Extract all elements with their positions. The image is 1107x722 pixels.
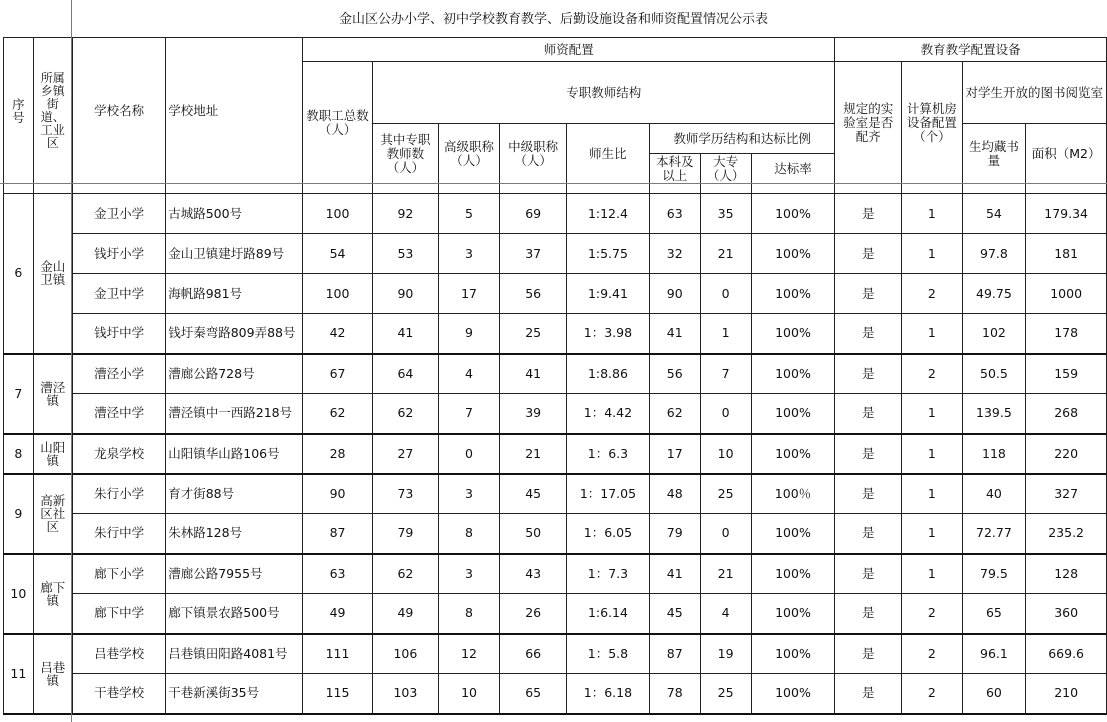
total-cell: 28	[303, 434, 373, 474]
ratio-cell: 1：6.18	[567, 674, 650, 714]
town-cell: 高新区社区	[33, 474, 72, 554]
town-cell: 山阳镇	[33, 434, 72, 474]
middle-cell: 50	[500, 514, 567, 554]
school-cell: 龙泉学校	[72, 434, 165, 474]
senior-cell: 8	[438, 594, 500, 634]
address-cell: 金山卫镇建圩路89号	[166, 234, 303, 274]
rate-cell: 100%	[751, 234, 835, 274]
middle-cell: 69	[500, 194, 567, 234]
college-cell: 10	[700, 434, 751, 474]
area-cell: 327	[1026, 474, 1107, 514]
rate-cell: 100%	[751, 634, 835, 674]
college-cell: 21	[700, 554, 751, 594]
rate-cell: 100%	[751, 554, 835, 594]
table-row	[4, 674, 1107, 714]
header-senior: 高级职称（人）	[438, 124, 500, 184]
bachelor-cell: 62	[649, 394, 700, 434]
table-row	[4, 234, 1107, 274]
school-cell: 漕泾中学	[72, 394, 165, 434]
computer-cell: 1	[902, 474, 962, 514]
ratio-cell: 1：6.05	[567, 514, 650, 554]
middle-cell: 21	[500, 434, 567, 474]
seq-cell: 9	[4, 474, 34, 554]
bachelor-cell: 79	[649, 514, 700, 554]
total-cell: 63	[303, 554, 373, 594]
header-rate: 达标率	[751, 154, 835, 184]
ft-cell: 62	[373, 394, 439, 434]
header-town: 所属乡镇街道、工业区	[33, 38, 72, 184]
middle-cell: 25	[500, 314, 567, 354]
address-cell: 朱林路128号	[166, 514, 303, 554]
ratio-cell: 1：6.3	[567, 434, 650, 474]
address-cell: 山阳镇华山路106号	[166, 434, 303, 474]
header-seq: 序号	[4, 38, 34, 184]
senior-cell: 8	[438, 514, 500, 554]
address-cell: 海帆路981号	[166, 274, 303, 314]
town-cell: 漕泾镇	[33, 354, 72, 434]
header-college: 大专（人）	[700, 154, 751, 184]
ft-cell: 106	[373, 634, 439, 674]
town-cell: 吕巷镇	[33, 634, 72, 714]
address-cell: 干巷新溪街35号	[166, 674, 303, 714]
books-cell: 79.5	[962, 554, 1026, 594]
address-cell: 钱圩秦弯路809弄88号	[166, 314, 303, 354]
school-cell: 金卫小学	[72, 194, 165, 234]
college-cell: 7	[700, 354, 751, 394]
gridline-vertical	[71, 0, 72, 722]
header-ratio: 师生比	[567, 124, 650, 184]
books-cell: 72.77	[962, 514, 1026, 554]
books-cell: 60	[962, 674, 1026, 714]
books-cell: 96.1	[962, 634, 1026, 674]
header-edu-group: 教师学历结构和达标比例	[649, 124, 835, 154]
middle-cell: 66	[500, 634, 567, 674]
middle-cell: 43	[500, 554, 567, 594]
ratio-cell: 1：4.42	[567, 394, 650, 434]
table-row	[4, 434, 1107, 474]
header-total-staff: 教职工总数（人）	[303, 62, 373, 184]
ft-cell: 41	[373, 314, 439, 354]
table-row	[4, 514, 1107, 554]
gridline-horizontal	[0, 183, 1107, 184]
lab-cell: 是	[835, 354, 902, 394]
total-cell: 54	[303, 234, 373, 274]
middle-cell: 41	[500, 354, 567, 394]
header-full-time: 其中专职教师数（人）	[373, 124, 439, 184]
school-cell: 钱圩中学	[72, 314, 165, 354]
college-cell: 0	[700, 274, 751, 314]
school-cell: 漕泾小学	[72, 354, 165, 394]
college-cell: 4	[700, 594, 751, 634]
lab-cell: 是	[835, 234, 902, 274]
college-cell: 0	[700, 394, 751, 434]
ft-cell: 103	[373, 674, 439, 714]
school-cell: 廊下小学	[72, 554, 165, 594]
ratio-cell: 1：5.8	[567, 634, 650, 674]
total-cell: 49	[303, 594, 373, 634]
ratio-cell: 1:12.4	[567, 194, 650, 234]
ft-cell: 62	[373, 554, 439, 594]
computer-cell: 1	[902, 234, 962, 274]
rate-cell: 100%	[751, 514, 835, 554]
header-lab: 规定的实验室是否配齐	[835, 62, 902, 184]
ratio-cell: 1:8.86	[567, 354, 650, 394]
ft-cell: 49	[373, 594, 439, 634]
computer-cell: 1	[902, 194, 962, 234]
ft-cell: 79	[373, 514, 439, 554]
table-row	[4, 354, 1107, 394]
senior-cell: 5	[438, 194, 500, 234]
area-cell: 178	[1026, 314, 1107, 354]
ratio-cell: 1:6.14	[567, 594, 650, 634]
senior-cell: 0	[438, 434, 500, 474]
school-cell: 干巷学校	[72, 674, 165, 714]
table-row	[4, 554, 1107, 594]
books-cell: 40	[962, 474, 1026, 514]
bachelor-cell: 48	[649, 474, 700, 514]
middle-cell: 37	[500, 234, 567, 274]
bachelor-cell: 87	[649, 634, 700, 674]
middle-cell: 39	[500, 394, 567, 434]
senior-cell: 7	[438, 394, 500, 434]
middle-cell: 45	[500, 474, 567, 514]
lab-cell: 是	[835, 194, 902, 234]
senior-cell: 3	[438, 554, 500, 594]
ft-cell: 53	[373, 234, 439, 274]
college-cell: 0	[700, 514, 751, 554]
area-cell: 128	[1026, 554, 1107, 594]
senior-cell: 3	[438, 474, 500, 514]
lab-cell: 是	[835, 554, 902, 594]
computer-cell: 2	[902, 634, 962, 674]
books-cell: 54	[962, 194, 1026, 234]
area-cell: 268	[1026, 394, 1107, 434]
ft-cell: 73	[373, 474, 439, 514]
address-cell: 育才街88号	[166, 474, 303, 514]
bachelor-cell: 41	[649, 554, 700, 594]
table-row	[4, 394, 1107, 434]
table-row	[4, 314, 1107, 354]
books-cell: 139.5	[962, 394, 1026, 434]
total-cell: 90	[303, 474, 373, 514]
area-cell: 220	[1026, 434, 1107, 474]
seq-cell: 6	[4, 194, 34, 354]
rate-cell: 100%	[751, 434, 835, 474]
address-cell: 漕泾镇中一西路218号	[166, 394, 303, 434]
header-equipment-group: 教育教学配置设备	[835, 38, 1107, 62]
header-area: 面积（M2）	[1026, 124, 1107, 184]
school-cell: 钱圩小学	[72, 234, 165, 274]
area-cell: 181	[1026, 234, 1107, 274]
header-library-group: 对学生开放的图书阅览室	[962, 62, 1106, 124]
lab-cell: 是	[835, 474, 902, 514]
college-cell: 19	[700, 634, 751, 674]
table-row	[4, 634, 1107, 674]
senior-cell: 17	[438, 274, 500, 314]
computer-cell: 1	[902, 514, 962, 554]
town-cell: 金山卫镇	[33, 194, 72, 354]
header-books: 生均藏书量	[962, 124, 1026, 184]
lab-cell: 是	[835, 514, 902, 554]
table-row	[4, 594, 1107, 634]
lab-cell: 是	[835, 634, 902, 674]
school-cell: 金卫中学	[72, 274, 165, 314]
header-computer: 计算机房设备配置（个）	[902, 62, 962, 184]
area-cell: 179.34	[1026, 194, 1107, 234]
address-cell: 漕廊公路728号	[166, 354, 303, 394]
total-cell: 87	[303, 514, 373, 554]
header-teacher-structure: 专职教师结构	[373, 62, 835, 124]
seq-cell: 7	[4, 354, 34, 434]
rate-cell: 100%	[751, 274, 835, 314]
senior-cell: 9	[438, 314, 500, 354]
area-cell: 360	[1026, 594, 1107, 634]
computer-cell: 1	[902, 394, 962, 434]
middle-cell: 65	[500, 674, 567, 714]
books-cell: 118	[962, 434, 1026, 474]
books-cell: 49.75	[962, 274, 1026, 314]
computer-cell: 1	[902, 434, 962, 474]
rate-cell: 100%	[751, 354, 835, 394]
total-cell: 42	[303, 314, 373, 354]
ft-cell: 64	[373, 354, 439, 394]
rate-cell: 100%	[751, 314, 835, 354]
spacer-row	[4, 184, 1107, 194]
rate-cell: 100%	[751, 594, 835, 634]
bachelor-cell: 45	[649, 594, 700, 634]
lab-cell: 是	[835, 594, 902, 634]
address-cell: 廊下镇景农路500号	[166, 594, 303, 634]
senior-cell: 3	[438, 234, 500, 274]
college-cell: 35	[700, 194, 751, 234]
seq-cell: 11	[4, 634, 34, 714]
college-cell: 1	[700, 314, 751, 354]
lab-cell: 是	[835, 394, 902, 434]
books-cell: 102	[962, 314, 1026, 354]
bachelor-cell: 41	[649, 314, 700, 354]
senior-cell: 10	[438, 674, 500, 714]
table-row	[4, 194, 1107, 234]
header-bachelor: 本科及以上	[649, 154, 700, 184]
bachelor-cell: 17	[649, 434, 700, 474]
area-cell: 235.2	[1026, 514, 1107, 554]
bachelor-cell: 63	[649, 194, 700, 234]
school-cell: 朱行小学	[72, 474, 165, 514]
books-cell: 97.8	[962, 234, 1026, 274]
table-title: 金山区公办小学、初中学校教育教学、后勤设施设备和师资配置情况公示表	[338, 12, 768, 27]
senior-cell: 12	[438, 634, 500, 674]
books-cell: 65	[962, 594, 1026, 634]
total-cell: 67	[303, 354, 373, 394]
rate-cell: 100%	[751, 194, 835, 234]
school-table	[3, 37, 1107, 715]
computer-cell: 1	[902, 314, 962, 354]
lab-cell: 是	[835, 274, 902, 314]
seq-cell: 10	[4, 554, 34, 634]
college-cell: 21	[700, 234, 751, 274]
middle-cell: 56	[500, 274, 567, 314]
school-cell: 吕巷学校	[72, 634, 165, 674]
total-cell: 100	[303, 274, 373, 314]
lab-cell: 是	[835, 434, 902, 474]
computer-cell: 2	[902, 674, 962, 714]
address-cell: 古城路500号	[166, 194, 303, 234]
ratio-cell: 1：7.3	[567, 554, 650, 594]
bachelor-cell: 32	[649, 234, 700, 274]
ft-cell: 90	[373, 274, 439, 314]
rate-cell: 100％	[751, 474, 835, 514]
area-cell: 159	[1026, 354, 1107, 394]
rate-cell: 100%	[751, 674, 835, 714]
header-address: 学校地址	[166, 38, 303, 184]
middle-cell: 26	[500, 594, 567, 634]
school-cell: 朱行中学	[72, 514, 165, 554]
table-row	[4, 274, 1107, 314]
ft-cell: 27	[373, 434, 439, 474]
school-cell: 廊下中学	[72, 594, 165, 634]
bachelor-cell: 78	[649, 674, 700, 714]
senior-cell: 4	[438, 354, 500, 394]
ratio-cell: 1:9.41	[567, 274, 650, 314]
area-cell: 210	[1026, 674, 1107, 714]
ratio-cell: 1：17.05	[567, 474, 650, 514]
computer-cell: 2	[902, 274, 962, 314]
area-cell: 669.6	[1026, 634, 1107, 674]
table-row	[4, 474, 1107, 514]
header-school: 学校名称	[72, 38, 165, 184]
college-cell: 25	[700, 674, 751, 714]
total-cell: 62	[303, 394, 373, 434]
header-staffing-group: 师资配置	[303, 38, 835, 62]
computer-cell: 1	[902, 554, 962, 594]
total-cell: 115	[303, 674, 373, 714]
ratio-cell: 1：3.98	[567, 314, 650, 354]
lab-cell: 是	[835, 314, 902, 354]
total-cell: 111	[303, 634, 373, 674]
books-cell: 50.5	[962, 354, 1026, 394]
bachelor-cell: 56	[649, 354, 700, 394]
address-cell: 吕巷镇田阳路4081号	[166, 634, 303, 674]
town-cell: 廊下镇	[33, 554, 72, 634]
ft-cell: 92	[373, 194, 439, 234]
seq-cell: 8	[4, 434, 34, 474]
bachelor-cell: 90	[649, 274, 700, 314]
computer-cell: 2	[902, 594, 962, 634]
rate-cell: 100%	[751, 394, 835, 434]
area-cell: 1000	[1026, 274, 1107, 314]
address-cell: 漕廊公路7955号	[166, 554, 303, 594]
ratio-cell: 1:5.75	[567, 234, 650, 274]
lab-cell: 是	[835, 674, 902, 714]
header-middle: 中级职称（人）	[500, 124, 567, 184]
total-cell: 100	[303, 194, 373, 234]
college-cell: 25	[700, 474, 751, 514]
computer-cell: 2	[902, 354, 962, 394]
